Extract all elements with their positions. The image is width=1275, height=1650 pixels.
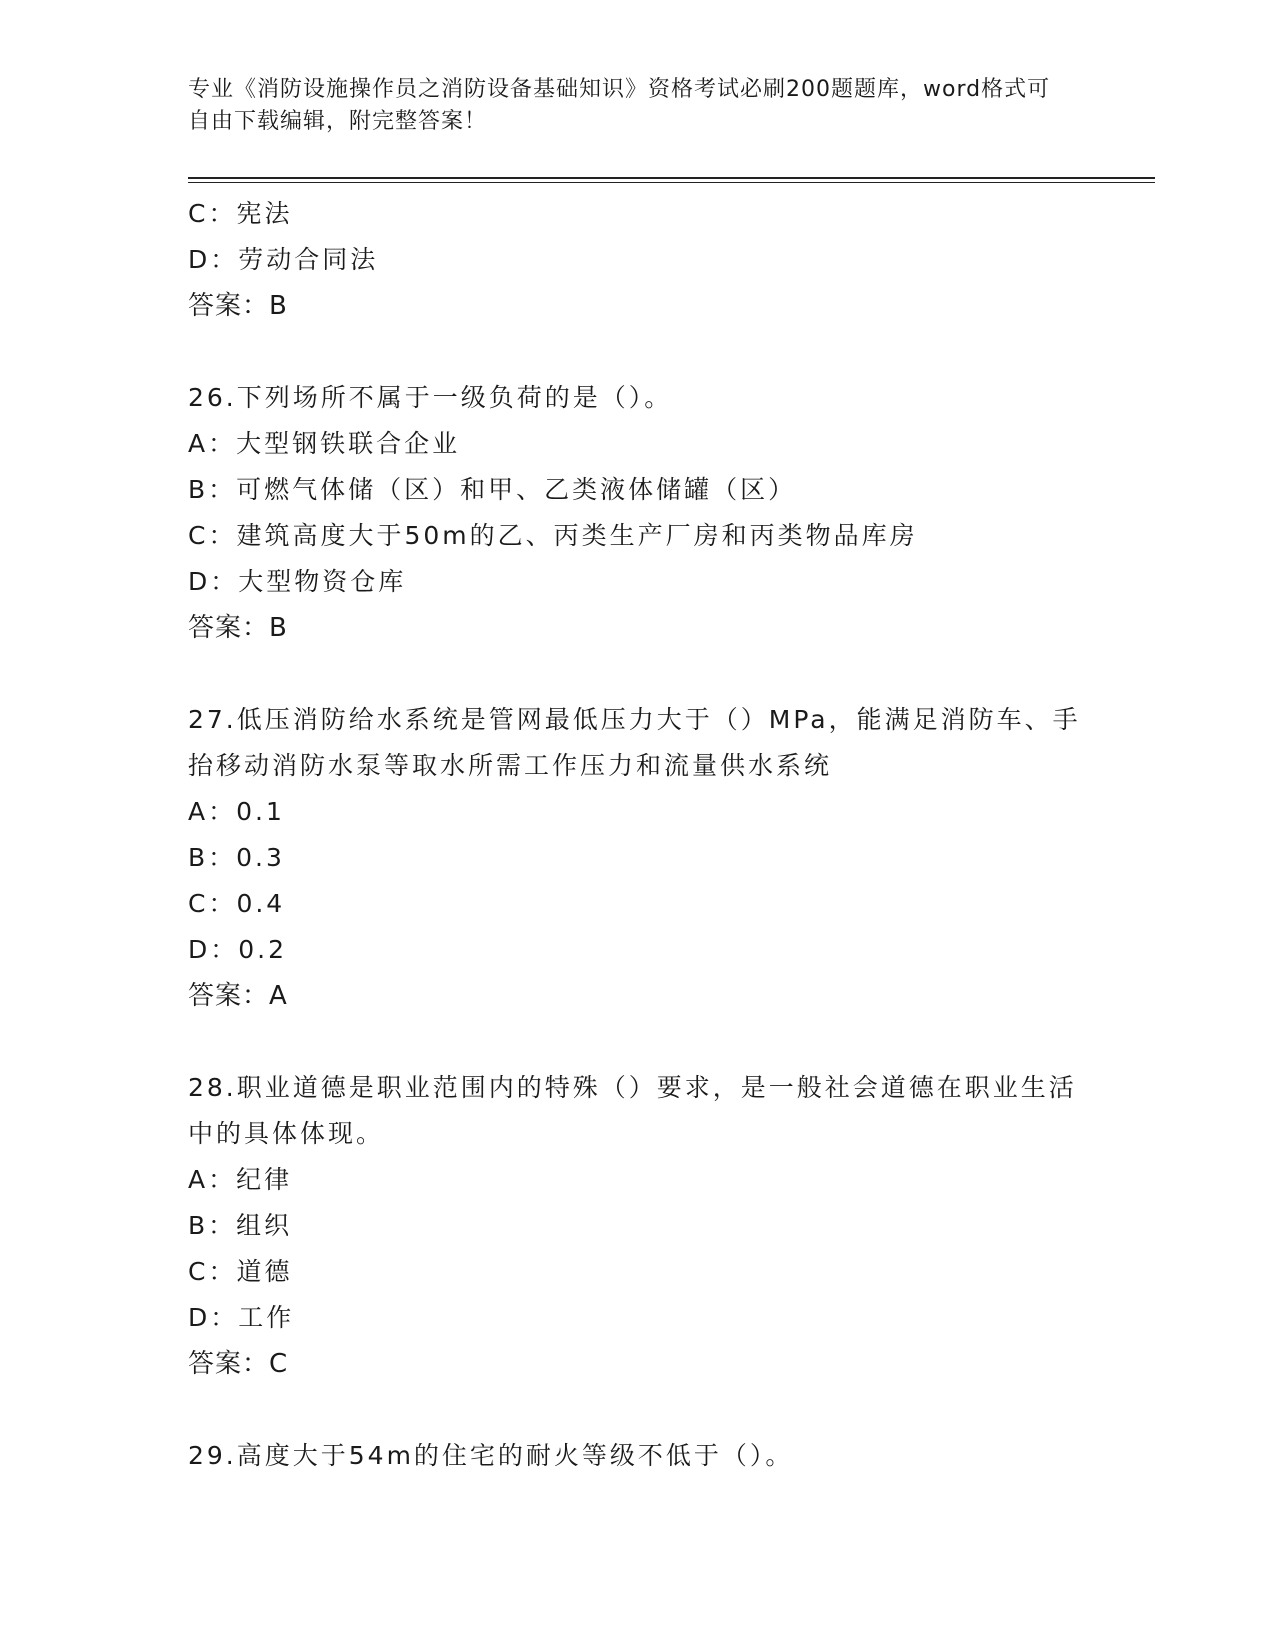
answer-line: 答案：A — [188, 981, 288, 1011]
question-list — [188, 191, 1088, 1479]
question-27-text: 27.低压消防给水系统是管网最低压力大于（）MPa，能满足消防车、手抬移动消防水泵等取水所需工作压力和流量供水系统 — [188, 705, 1081, 780]
option-a: A：大型钢铁联合企业 — [188, 429, 461, 458]
option-b: B：0.3 — [188, 843, 285, 872]
option-d: D：0.2 — [188, 935, 288, 964]
option-c: C：宪法 — [188, 199, 293, 228]
page-header: 专业《消防设施操作员之消防设备基础知识》资格考试必刷200题题库，word格式可自由下载编辑，附完整答案！ — [188, 77, 1051, 134]
option-b: B：组织 — [188, 1211, 293, 1240]
option-c: C：道德 — [188, 1257, 293, 1286]
header-divider — [188, 177, 1155, 183]
question-29-text: 29.高度大于54m的住宅的耐火等级不低于（）。 — [188, 1441, 794, 1470]
answer-line: 答案：B — [188, 613, 288, 643]
option-d: D：大型物资仓库 — [188, 567, 407, 596]
option-a: A：0.1 — [188, 797, 285, 826]
answer-line: 答案：B — [188, 291, 288, 321]
option-d: D：劳动合同法 — [188, 245, 379, 274]
option-d: D：工作 — [188, 1303, 295, 1332]
answer-line: 答案：C — [188, 1349, 289, 1379]
question-28-text: 28.职业道德是职业范围内的特殊（）要求，是一般社会道德在职业生活中的具体体现。 — [188, 1073, 1077, 1148]
option-c: C：建筑高度大于50m的乙、丙类生产厂房和丙类物品库房 — [188, 521, 918, 550]
option-b: B：可燃气体储（区）和甲、乙类液体储罐（区） — [188, 475, 797, 504]
question-26-text: 26.下列场所不属于一级负荷的是（）。 — [188, 383, 673, 412]
option-c: C：0.4 — [188, 889, 286, 918]
option-a: A：纪律 — [188, 1165, 293, 1194]
